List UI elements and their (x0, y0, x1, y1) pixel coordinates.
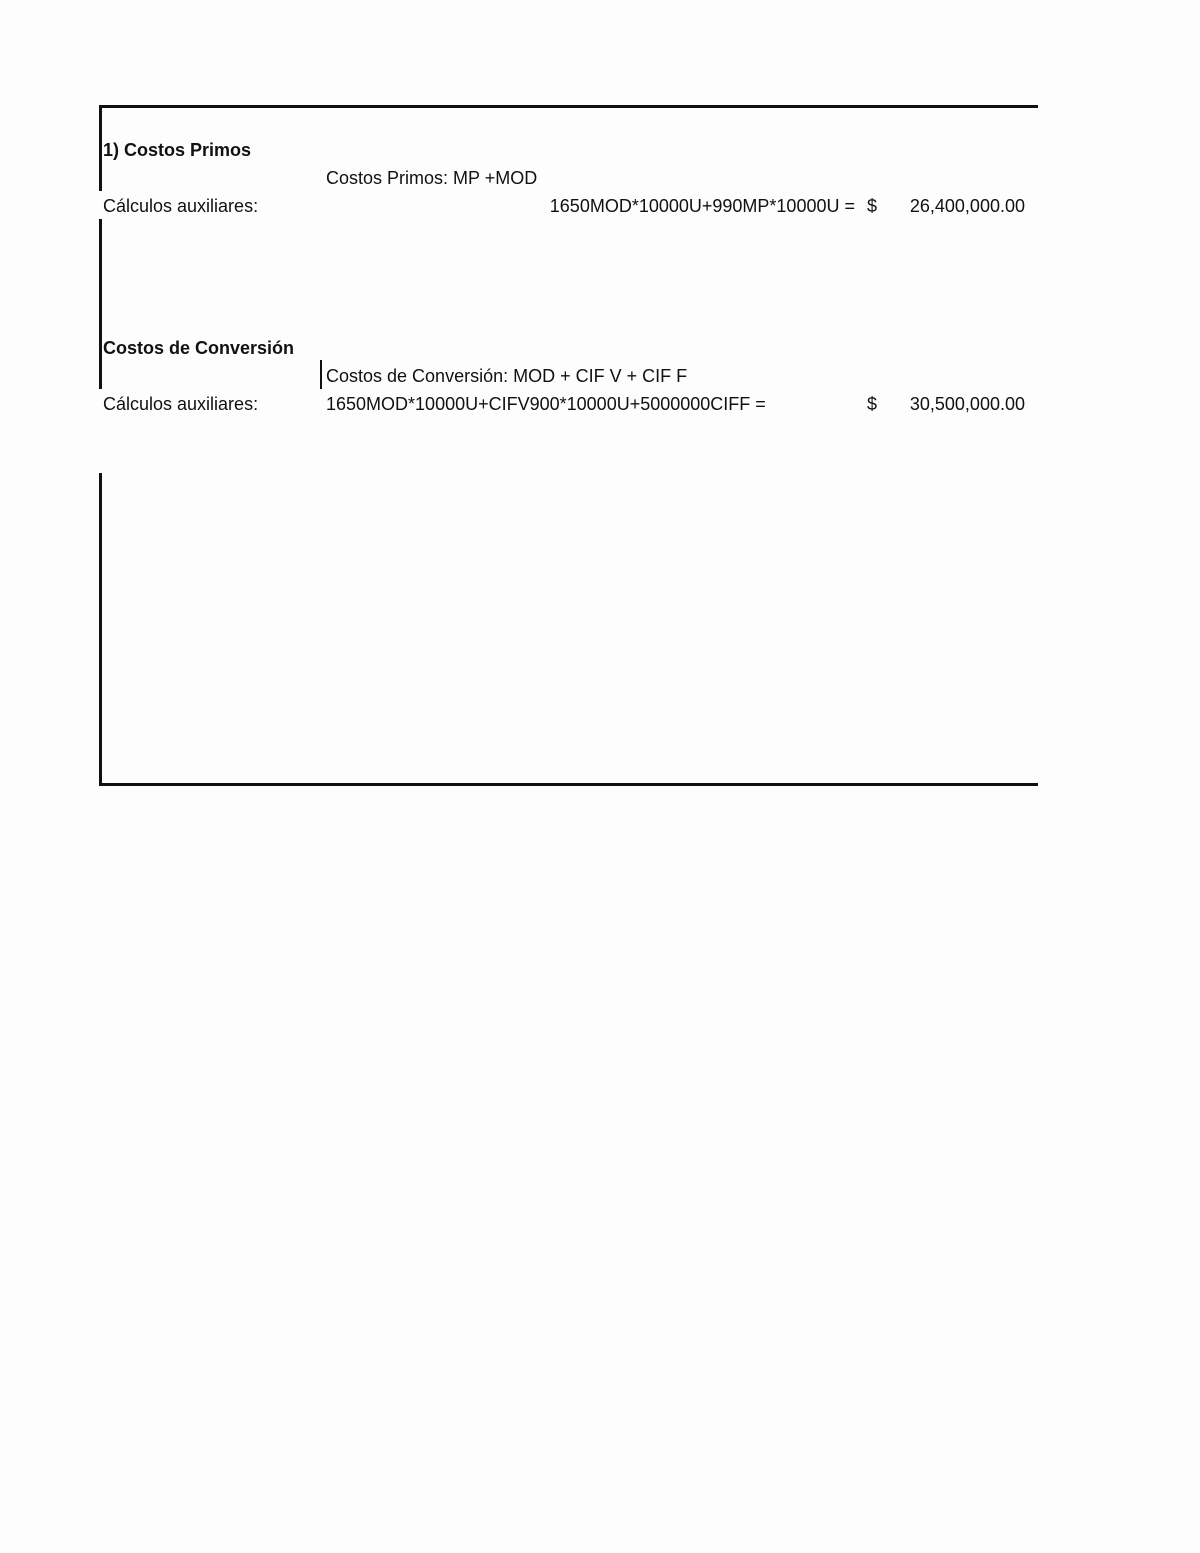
frame-left-border-1 (99, 105, 102, 191)
section2-title: Costos de Conversión (103, 338, 295, 358)
frame-left-border-2 (99, 219, 102, 389)
section2-formula-label: Costos de Conversión: MOD + CIF V + CIF F (326, 366, 688, 386)
section1-title: 1) Costos Primos (103, 140, 252, 160)
section2-currency: $ (867, 394, 878, 414)
frame-top-border (99, 105, 1038, 108)
section2-calc-expression: 1650MOD*10000U+CIFV900*10000U+5000000CIFF = (326, 394, 766, 414)
frame-bottom-border (99, 783, 1038, 786)
section1-formula-label: Costos Primos: MP +MOD (326, 168, 538, 188)
section1-currency: $ (867, 196, 878, 216)
cell-cursor-marker (320, 360, 322, 389)
section2-result: 30,500,000.00 (909, 394, 1025, 414)
section1-result: 26,400,000.00 (909, 196, 1025, 216)
section2-aux-label: Cálculos auxiliares: (103, 394, 259, 414)
section1-calc-expression: 1650MOD*10000U+990MP*10000U = (549, 196, 855, 216)
section1-aux-label: Cálculos auxiliares: (103, 196, 259, 216)
frame-left-border-3 (99, 473, 102, 786)
